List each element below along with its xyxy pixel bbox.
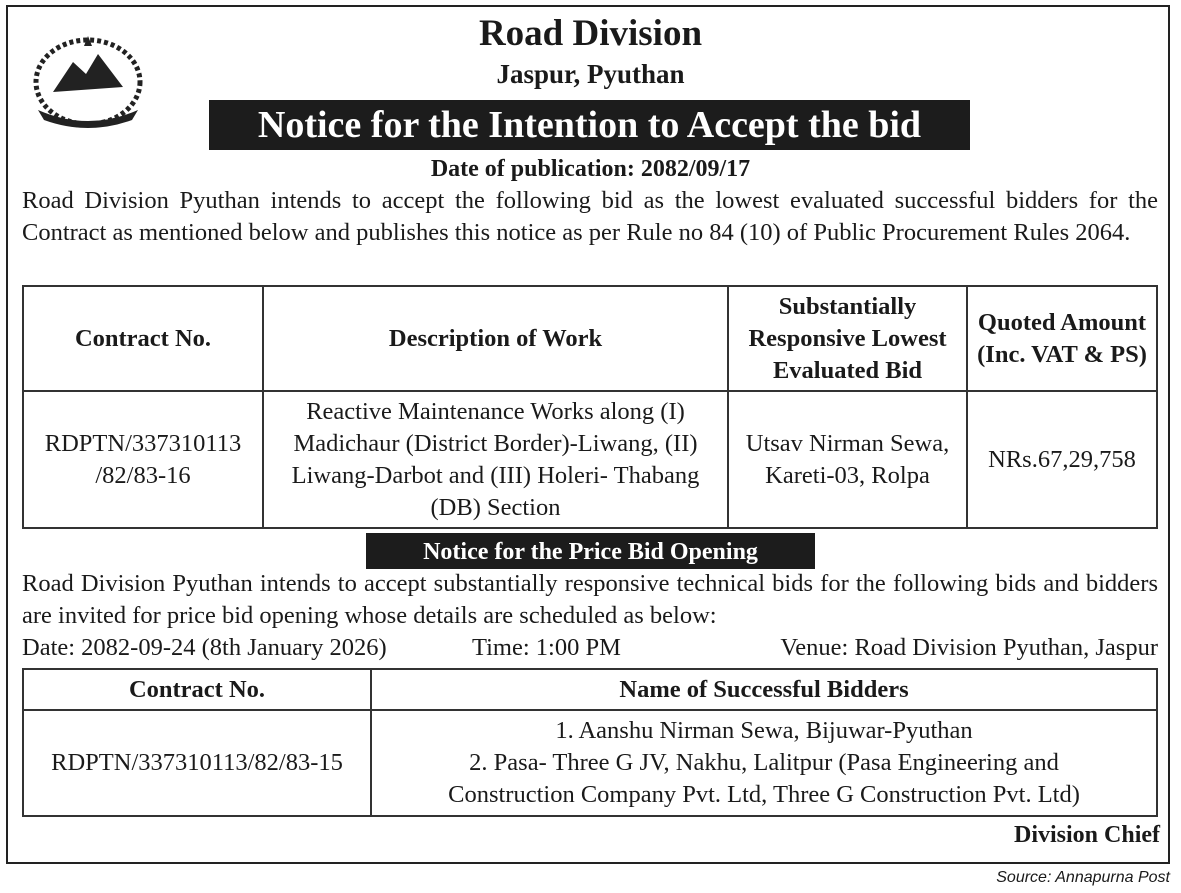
bidder-item: 2. Pasa- Three G JV, Nakhu, Lalitpur (Pasa Engineering and Construction Company Pvt. Ltd, Three G Construction Pvt. Ltd) xyxy=(448,749,1080,808)
quoted-amount: NRs.67,29,758 xyxy=(967,391,1157,528)
source-credit: Source: Annapurna Post xyxy=(996,869,1170,886)
opening-date: Date: 2082-09-24 (8th January 2026) xyxy=(22,634,387,661)
bidders-list xyxy=(371,710,1157,816)
bidder: Utsav Nirman Sewa, Kareti-03, Rolpa xyxy=(728,391,967,528)
bidder-item: 1. Aanshu Nirman Sewa, Bijuwar-Pyuthan xyxy=(555,717,973,744)
publication-date: Date of publication: 2082/09/17 xyxy=(430,156,751,182)
header-contract-no: Contract No. xyxy=(23,669,371,710)
header-contract-no: Contract No. xyxy=(23,286,263,391)
notice-title-banner: Notice for the Intention to Accept the bid xyxy=(209,100,970,150)
header-lowest-bid: Substantially Responsive Lowest Evaluated Bid xyxy=(728,286,967,391)
contract-no: RDPTN/337310113/82/83-15 xyxy=(23,710,371,816)
signatory: Division Chief xyxy=(1013,822,1160,848)
contract-no: RDPTN/337310113 /82/83-16 xyxy=(23,391,263,528)
intro-paragraph: Road Division Pyuthan intends to accept the following bid as the lowest evaluated successful bidders for the Contract as mentioned below and publishes this notice as per Rule no 84 (10) of Public Procurement Rules 2064. xyxy=(22,187,1158,246)
opening-venue: Venue: Road Division Pyuthan, Jaspur xyxy=(780,634,1158,661)
table-row xyxy=(23,391,1157,528)
opening-time: Time: 1:00 PM xyxy=(472,634,621,661)
table-row xyxy=(23,710,1157,816)
header-bidders: Name of Successful Bidders xyxy=(371,669,1157,710)
header-description: Description of Work xyxy=(263,286,728,391)
work-description: Reactive Maintenance Works along (I) Madichaur (District Border)-Liwang, (II) Liwang-Darbot and (III) Holeri- Thabang (DB) Section xyxy=(263,391,728,528)
header-quoted-amount: Quoted Amount (Inc. VAT & PS) xyxy=(967,286,1157,391)
bid-table xyxy=(22,285,1158,529)
price-bid-paragraph: Road Division Pyuthan intends to accept substantially responsive technical bids for the following bids and bidders are invited for price bid opening whose details are scheduled as below: xyxy=(22,570,1158,629)
table-header-row xyxy=(23,286,1157,391)
price-bid-banner: Notice for the Price Bid Opening xyxy=(366,533,815,569)
table-header-row xyxy=(23,669,1157,710)
page-title: Road Division xyxy=(478,13,703,54)
bidders-table xyxy=(22,668,1158,817)
page-subtitle: Jaspur, Pyuthan xyxy=(496,59,685,89)
